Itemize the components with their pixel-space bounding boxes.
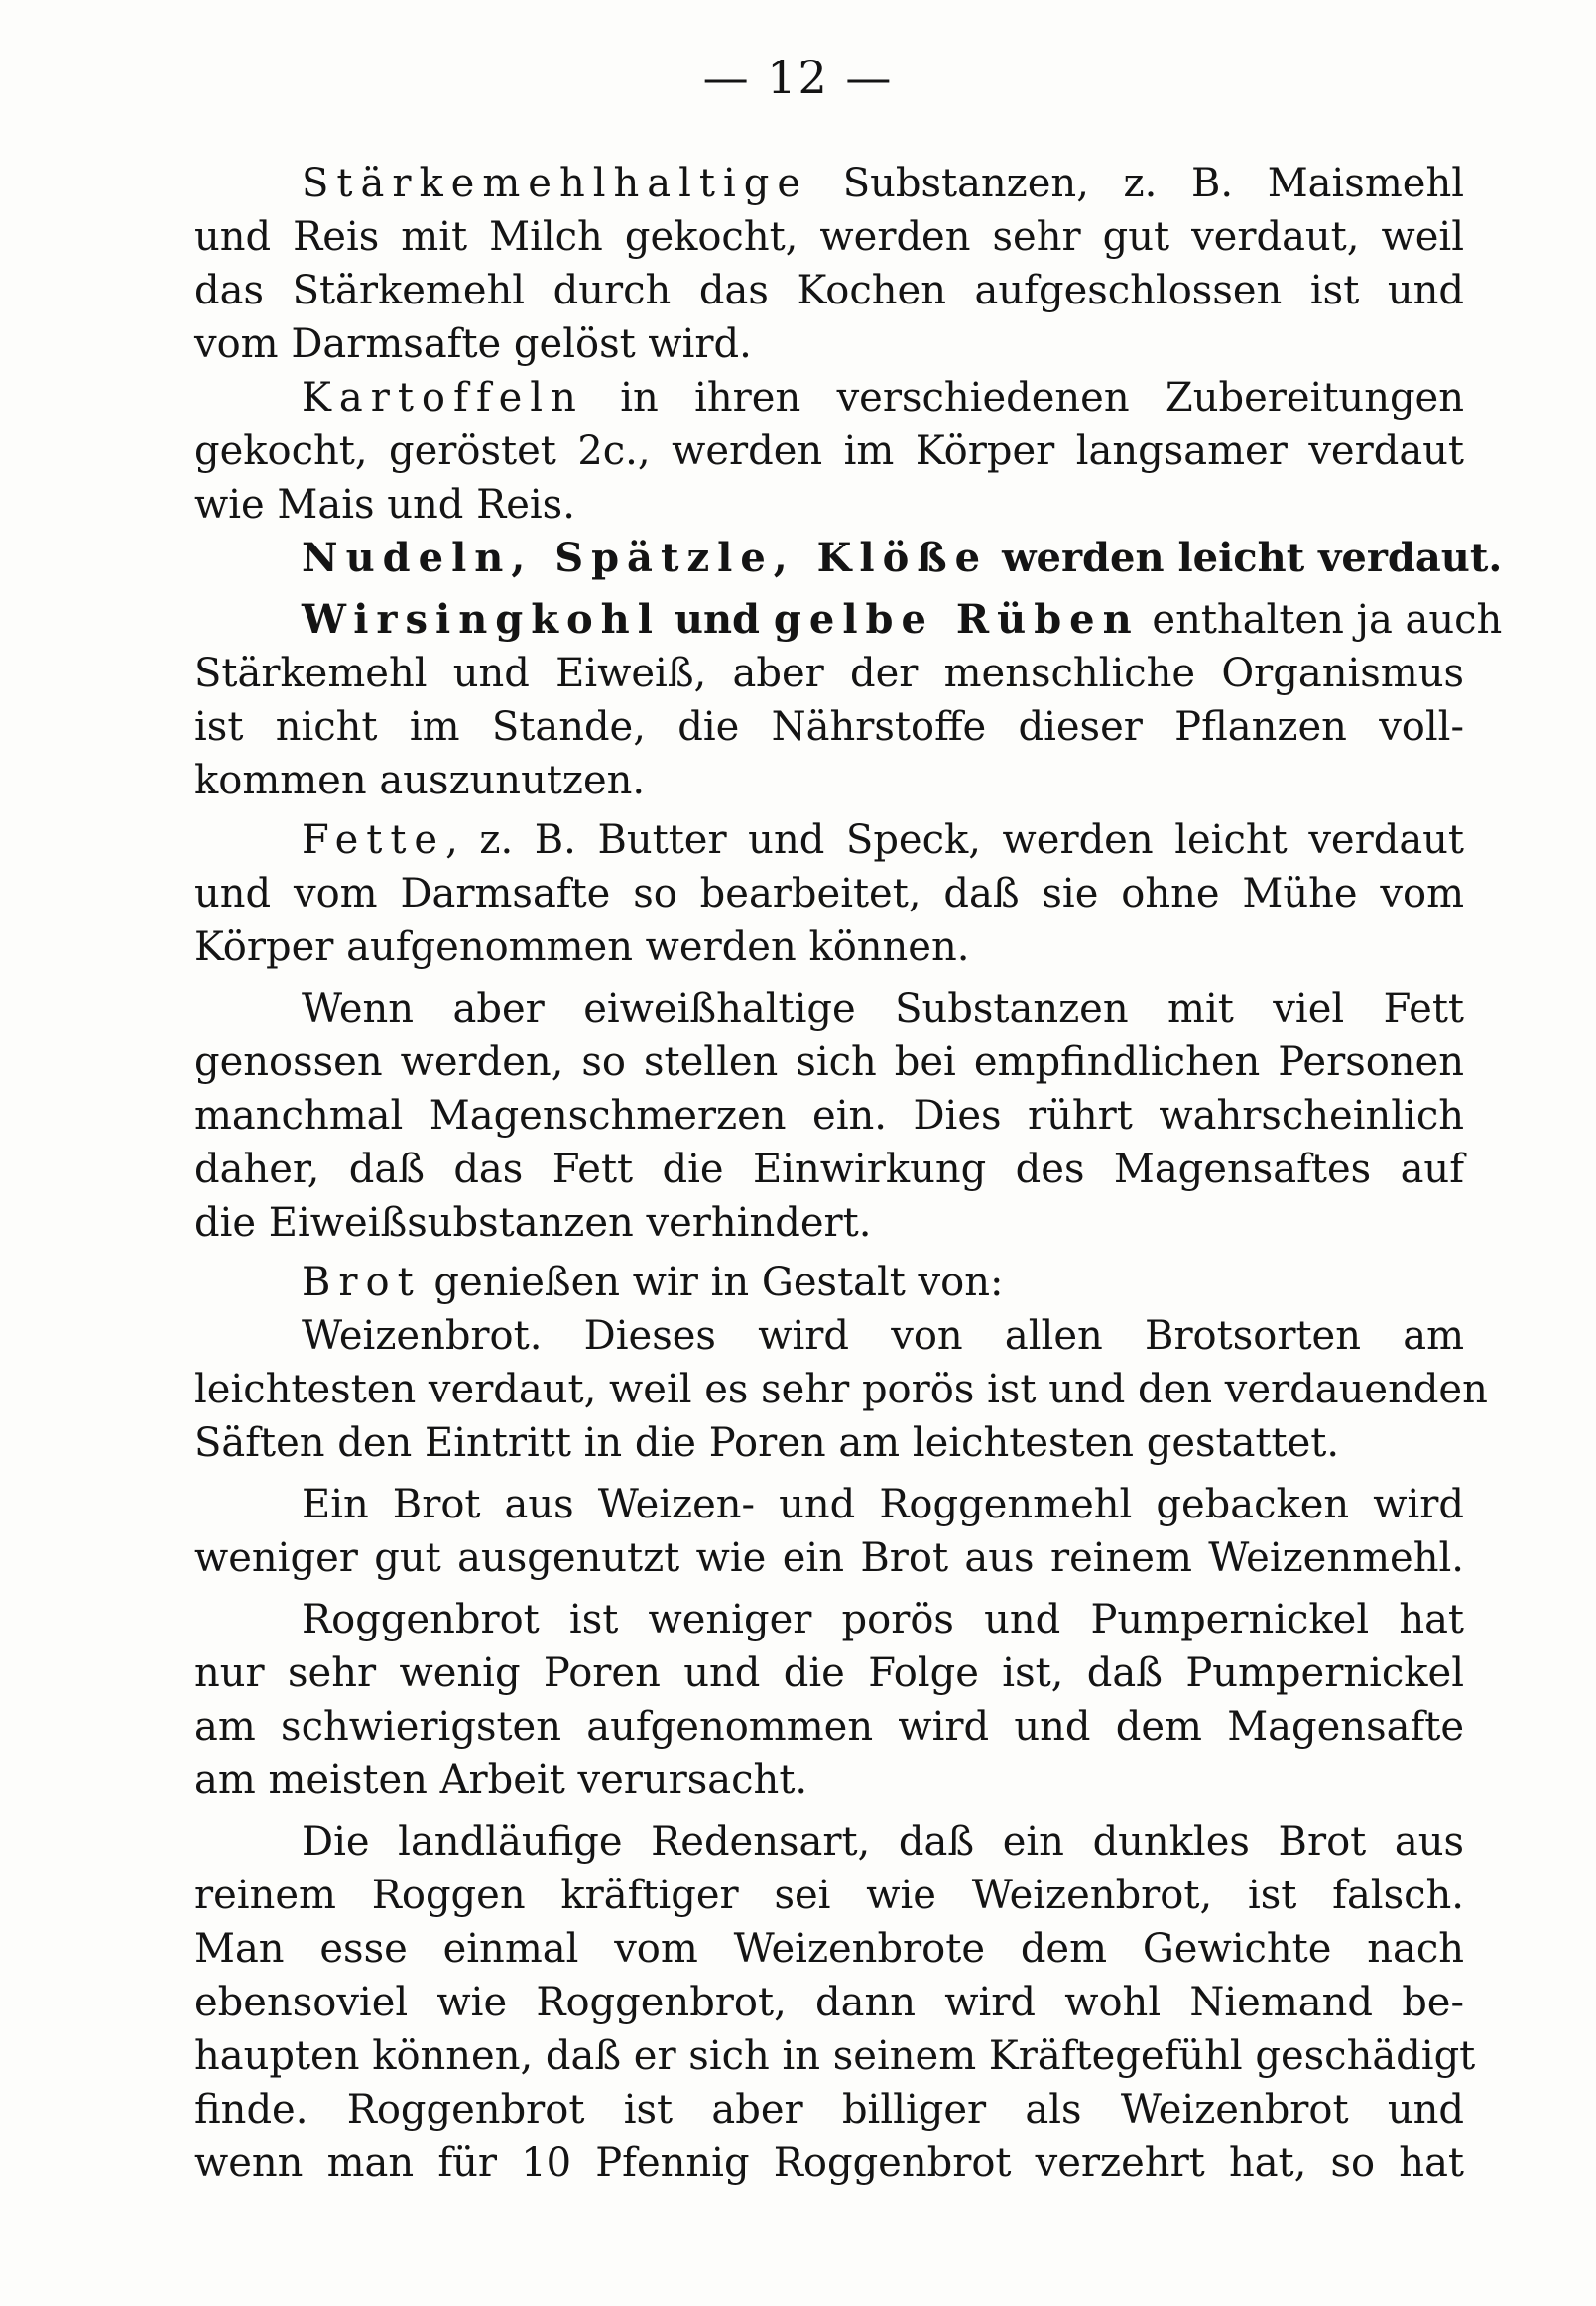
text-line (194, 532, 1503, 585)
text-line: genossen werden, so stellen sich bei empfindlichen Personen (194, 1039, 1464, 1085)
text-line: daher, daß das Fett die Einwirkung des Magensaftes auf (194, 1147, 1464, 1192)
text-line (194, 157, 1464, 210)
text-line: leichtesten verdaut, weil es sehr porös ist und den verdauenden (194, 1367, 1488, 1412)
text-line: vom Darmsafte gelöst wird. (194, 321, 752, 367)
text-line (194, 813, 1464, 867)
text-line: und vom Darmsafte so bearbeitet, daß sie ohne Mühe vom (194, 871, 1464, 916)
text-line: Körper aufgenommen werden können. (194, 924, 970, 970)
text-line: reinem Roggen kräftiger sei wie Weizenbrot, ist falsch. (194, 1873, 1464, 1918)
text-line: ebensoviel wie Roggenbrot, dann wird wohl Niemand be- (194, 1980, 1464, 2025)
text-run: werden leicht verdaut. (988, 535, 1503, 581)
spaced-term: Wirsingkohl (302, 596, 661, 643)
text-line: gekocht, geröstet 2c., werden im Körper langsamer verdaut (194, 428, 1464, 474)
text-line: Ein Brot aus Weizen- und Roggenmehl gebacken wird (302, 1482, 1464, 1527)
text-line: kommen auszunutzen. (194, 758, 646, 803)
text-line (194, 1256, 1464, 1309)
spaced-term: Brot (302, 1260, 422, 1305)
body-text (194, 157, 1503, 2190)
text-line: wenn man für 10 Pfennig Roggenbrot verzehrt hat, so hat (194, 2140, 1464, 2186)
text-run: , z. B. Butter und Speck, werden leicht verdaut (445, 817, 1464, 863)
text-line: Weizenbrot. Dieses wird von allen Brotsorten am (302, 1313, 1464, 1359)
text-line: nur sehr wenig Poren und die Folge ist, daß Pumpernickel (194, 1650, 1464, 1696)
text-line: die Eiweißsubstanzen verhindert. (194, 1200, 872, 1246)
text-run: genießen wir in Gestalt von: (421, 1260, 1004, 1305)
text-line: und Reis mit Milch gekocht, werden sehr gut verdaut, weil (194, 214, 1464, 260)
text-line: Die landläufige Redensart, daß ein dunkles Brot aus (302, 1819, 1464, 1865)
text-line (194, 371, 1464, 425)
text-line: Wenn aber eiweißhaltige Substanzen mit viel Fett (302, 986, 1464, 1032)
text-run: und (660, 596, 774, 643)
text-line: ist nicht im Stande, die Nährstoffe dieser Pflanzen voll- (194, 704, 1464, 750)
text-line: am meisten Arbeit verursacht. (194, 1758, 808, 1803)
text-line: am schwierigsten aufgenommen wird und dem Magensafte (194, 1704, 1464, 1750)
text-line: Stärkemehl und Eiweiß, aber der menschliche Organismus (194, 651, 1464, 696)
text-line: manchmal Magenschmerzen ein. Dies rührt wahrscheinlich (194, 1093, 1464, 1139)
text-line: haupten können, daß er sich in seinem Kräftegefühl geschädigt (194, 2033, 1476, 2079)
spaced-term: gelbe Rüben (773, 596, 1140, 643)
spaced-term: Kartoffeln (302, 375, 584, 421)
text-run: Substanzen, z. B. Maismehl (808, 161, 1464, 206)
text-line (194, 593, 1503, 647)
text-line: das Stärkemehl durch das Kochen aufgeschlossen ist und (194, 268, 1464, 313)
text-run: enthalten ja auch (1139, 597, 1503, 643)
spaced-term: Fette (302, 817, 446, 863)
text-run: in ihren verschiedenen Zubereitungen (583, 375, 1464, 421)
text-line: wie Mais und Reis. (194, 482, 575, 528)
spaced-term: Nudeln, Spätzle, Klöße (302, 535, 989, 581)
page-number: — 12 — (702, 51, 894, 104)
spaced-term: Stärkemehlhaltige (302, 161, 809, 206)
text-line: Säften den Eintritt in die Poren am leichtesten gestattet. (194, 1420, 1340, 1466)
text-line: finde. Roggenbrot ist aber billiger als Weizenbrot und (194, 2087, 1464, 2132)
text-line: Roggenbrot ist weniger porös und Pumpernickel hat (302, 1597, 1464, 1642)
text-line: weniger gut ausgenutzt wie ein Brot aus reinem Weizenmehl. (194, 1535, 1464, 1581)
text-line: Man esse einmal vom Weizenbrote dem Gewichte nach (194, 1926, 1464, 1972)
